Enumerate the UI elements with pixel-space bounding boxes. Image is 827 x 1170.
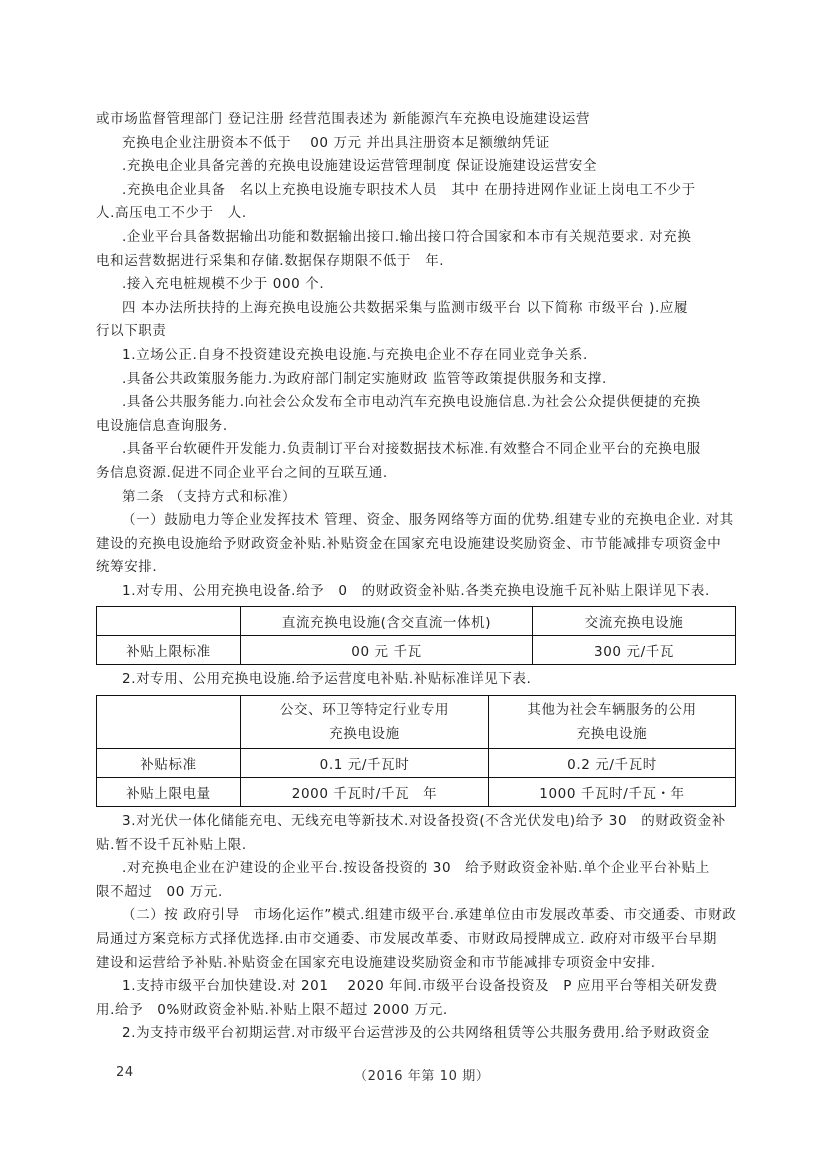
document-page xyxy=(96,108,736,1046)
text-line: 电设施信息查询服务. xyxy=(96,417,228,434)
text-line: 2.为支持市级平台初期运营.对市级平台运营涉及的公共网络租赁等公共服务费用.给予财政资金 xyxy=(122,1025,710,1042)
table-header-cell xyxy=(97,696,241,749)
header-line: 充换电设施 xyxy=(576,726,648,743)
text-line: 3.对光伏一体化储能充电、无线充电等新技术.对设备投资(不含光伏发电)给予 30 的财政资金补 xyxy=(122,813,726,830)
body-text-bottom xyxy=(96,810,736,1046)
body-text-mid xyxy=(96,668,736,692)
text-line: .企业平台具备数据输出功能和数据输出接口.输出接口符合国家和本市有关规范要求. 对充换 xyxy=(122,228,692,245)
table-header-cell xyxy=(489,696,736,749)
text-line: 或市场监督管理部门 登记注册 经营范围表述为 新能源汽车充换电设施建设运营 xyxy=(96,111,591,127)
table-row xyxy=(97,636,736,665)
text-line: 局通过方案竞标方式择优选择.由市交通委、市发展改革委、市财政局授牌成立. 政府对市级平台早期 xyxy=(96,931,717,948)
subsidy-cap-table xyxy=(96,606,736,665)
text-line: （一）鼓励电力等企业发挥技术 管理、资金、服务网络等方面的优势.组建专业的充换电企业. 对其 xyxy=(122,512,734,529)
header-line: 公交、环卫等特定行业专用 xyxy=(279,702,450,719)
table-cell: 0.1 元/千瓦时 xyxy=(241,749,489,778)
table-header-cell: 直流充换电设施(含交直流一体机) xyxy=(241,607,533,636)
table-header-cell: 交流充换电设施 xyxy=(533,607,736,636)
operation-subsidy-table xyxy=(96,695,736,807)
table-cell: 0.2 元/千瓦时 xyxy=(489,749,736,778)
page-number: 24 xyxy=(116,1065,134,1080)
table-cell: 补贴标准 xyxy=(97,749,241,778)
table-row xyxy=(97,749,736,778)
text-line: 统筹安排. xyxy=(96,559,158,576)
table-header-row xyxy=(97,607,736,636)
text-line: 电和运营数据进行采集和存储.数据保存期限不低于 年. xyxy=(96,252,445,269)
text-line: （二）按 政府引导 市场化运作”模式.组建市级平台.承建单位由市发展改革委、市交通委、市财政 xyxy=(122,907,737,924)
text-line: 建设和运营给予补贴.补贴资金在国家充电设施建设奖励资金和市节能减排专项资金中安排. xyxy=(96,954,656,971)
table-cell: 1000 千瓦时/千瓦・年 xyxy=(489,778,736,807)
table-cell: 2000 千瓦时/千瓦 年 xyxy=(241,778,489,807)
issue-label: （2016 年第 10 期） xyxy=(354,1069,490,1084)
text-line: .具备公共政策服务能力.为政府部门制定实施财政 监管等政策提供服务和支撑. xyxy=(122,370,607,387)
text-line: .充换电企业具备 名以上充换电设施专职技术人员 其中 在册持进网作业证上岗电工不少于 xyxy=(122,181,696,198)
table-header-cell xyxy=(97,607,241,636)
header-line: 充换电设施 xyxy=(329,726,400,743)
table-cell: 补贴上限电量 xyxy=(97,778,241,807)
text-line: 建设的充换电设施给予财政资金补贴.补贴资金在国家充电设施建设奖励资金、市节能减排专项资金中 xyxy=(96,535,722,552)
text-line: 充换电企业注册资本不低于 00 万元 并出具注册资本足额缴纳凭证 xyxy=(122,134,550,151)
text-line: .对充换电企业在沪建设的企业平台.按设备投资的 30 给予财政资金补贴.单个企业平台补贴上 xyxy=(122,860,710,877)
table-header-row xyxy=(97,696,736,749)
text-line: .接入充电桩规模不少于 000 个. xyxy=(122,276,325,293)
table-cell: 00 元 千瓦 xyxy=(241,636,533,665)
text-line: 1.立场公正.自身不投资建设充换电设施.与充换电企业不存在同业竞争关系. xyxy=(122,346,588,363)
text-line: 四 本办法所扶持的上海充换电设施公共数据采集与监测市级平台 以下简称 市级平台 ).应履 xyxy=(122,299,689,316)
text-line: 限不超过 00 万元. xyxy=(96,883,223,900)
text-line: 第二条 （支持方式和标准） xyxy=(122,488,297,505)
text-line: 贴.暂不设千瓦补贴上限. xyxy=(96,836,247,853)
table-header-cell xyxy=(241,696,489,749)
table-cell: 补贴上限标准 xyxy=(97,636,241,665)
text-line: 用.给予 0%财政资金补贴.补贴上限不超过 2000 万元. xyxy=(96,1001,448,1018)
text-line: 1.对专用、公用充换电设备.给予 0 的财政资金补贴.各类充换电设施千瓦补贴上限详见下表. xyxy=(122,582,710,599)
body-text-top xyxy=(96,108,736,603)
text-line: .具备平台软硬件开发能力.负责制订平台对接数据技术标准.有效整合不同企业平台的充换电服 xyxy=(122,441,701,458)
text-line: 行以下职责 xyxy=(96,323,167,340)
text-line: 务信息资源.促进不同企业平台之间的互联互通. xyxy=(96,464,388,481)
header-line: 其他为社会车辆服务的公用 xyxy=(527,702,697,719)
table-row xyxy=(97,778,736,807)
text-line: 人.高压电工不少于 人. xyxy=(96,205,247,222)
table-cell: 300 元/千瓦 xyxy=(533,636,736,665)
text-line: .充换电企业具备完善的充换电设施建设运营管理制度 保证设施建设运营安全 xyxy=(122,158,598,175)
text-line: 1.支持市级平台加快建设.对 201 2020 年间.市级平台设备投资及 P 应用平台等相关研发费 xyxy=(122,978,718,995)
text-line: 2.对专用、公用充换电设施.给予运营度电补贴.补贴标准详见下表. xyxy=(122,671,532,688)
text-line: .具备公共服务能力.向社会公众发布全市电动汽车充换电设施信息.为社会公众提供便捷的充换 xyxy=(122,394,701,411)
